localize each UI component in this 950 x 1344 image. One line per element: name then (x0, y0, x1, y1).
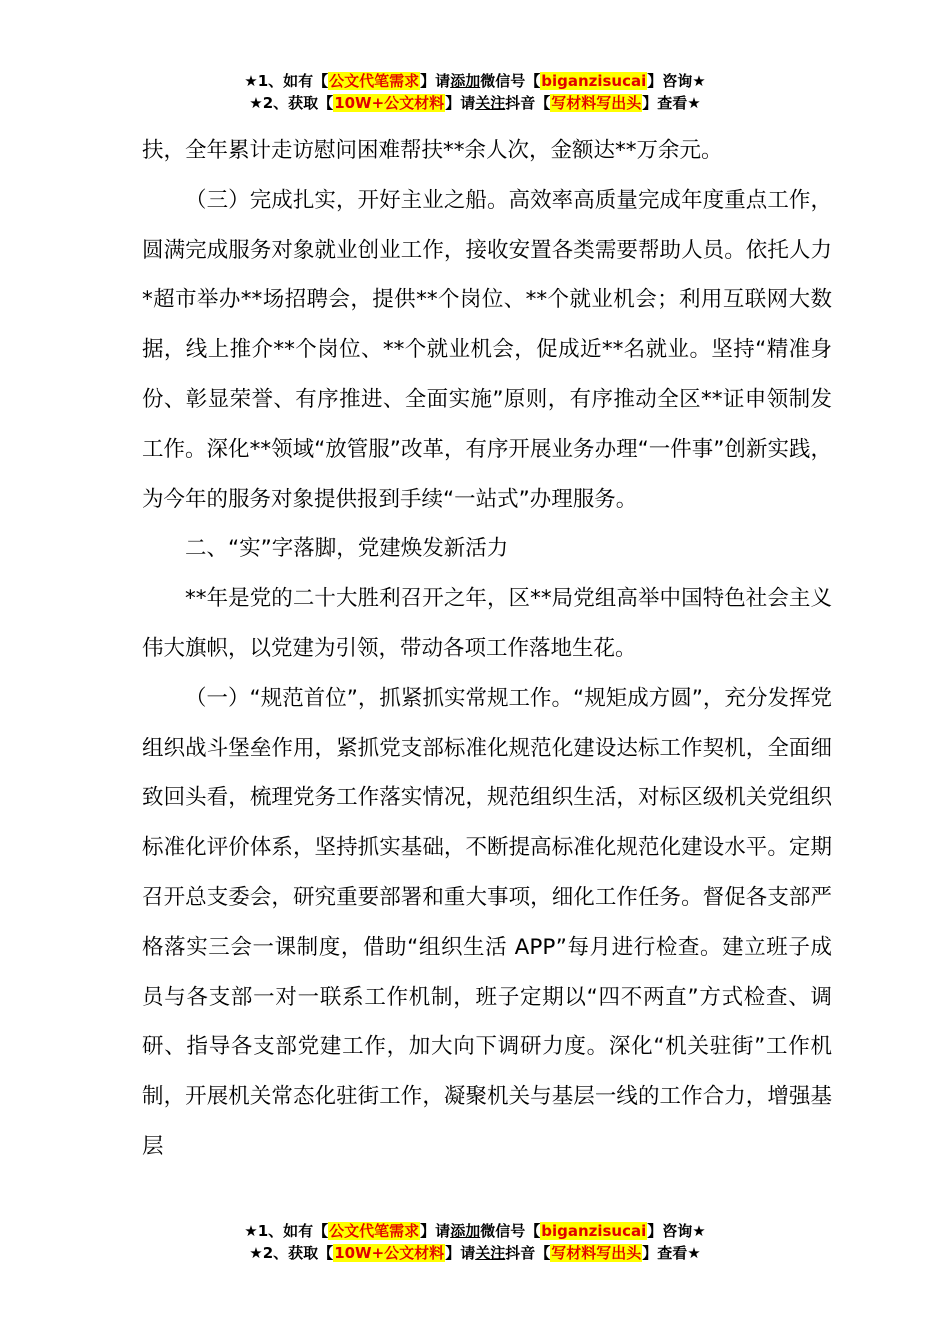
banner-text: ★2、获取【 (249, 1244, 334, 1262)
banner-highlight: 10W+公文材料 (334, 1244, 445, 1262)
banner-highlight: 写材料写出头 (551, 1244, 642, 1262)
banner-text: ★1、如有【 (244, 1222, 329, 1240)
banner-underline: 添加 (450, 1222, 481, 1240)
banner-highlight: biganzisucai (541, 72, 647, 90)
paragraph: （一）“规范首位”，抓紧抓实常规工作。“规矩成方圆”，充分发挥党组织战斗堡垒作用，紧抓党支部标准化规范化建设达标工作契机，全面细致回头看，梳理党务工作落实情况，规范组织生活，对标区级机关党组织标准化评价体系，坚持抓实基础，不断提高标准化规范化建设水平。定期召开总支委会，研究重要部署和重大事项，细化工作任务。督促各支部严格落实三会一课制度，借助“组织生活 APP”每月进行检查。建立班子成员与各支部一对一联系工作机制，班子定期以“四不两直”方式检查、调研、指导各支部党建工作，加大向下调研力度。深化“机关驻街”工作机制，开展机关常态化驻街工作，凝聚机关与基层一线的工作合力，增强基层 (142, 685, 832, 1159)
banner-line-2 (0, 92, 950, 114)
banner-text: 】咨询★ (647, 1222, 706, 1240)
banner-line-1 (0, 70, 950, 92)
banner-text: ★1、如有【 (244, 72, 329, 90)
banner-text: ★2、获取【 (249, 94, 334, 112)
banner-highlight: 10W+公文材料 (334, 94, 445, 112)
paragraph: 扶，全年累计走访慰问困难帮扶**余人次，金额达**万余元。 (142, 138, 723, 163)
banner-highlight: 写材料写出头 (551, 94, 642, 112)
banner-text: 】咨询★ (647, 72, 706, 90)
section-heading: 二、“实”字落脚，党建焕发新活力 (185, 536, 509, 562)
banner-highlight: 公文代笔需求 (329, 1222, 420, 1240)
banner-text: 抖音【 (505, 1244, 551, 1262)
banner-text: 】请 (445, 1244, 476, 1262)
banner-underline: 关注 (475, 1244, 506, 1262)
banner-text: 抖音【 (505, 94, 551, 112)
banner-text: 】查看★ (642, 1244, 701, 1262)
banner-highlight: biganzisucai (541, 1222, 647, 1240)
banner-text: 微信号【 (480, 1222, 541, 1240)
banner-text: 微信号【 (480, 72, 541, 90)
banner-underline: 关注 (475, 94, 506, 112)
banner-text: 】请 (420, 72, 451, 90)
banner-line-1 (0, 1220, 950, 1242)
paragraph: **年是党的二十大胜利召开之年，区**局党组高举中国特色社会主义伟大旗帜，以党建为引领，带动各项工作落地生花。 (142, 586, 832, 661)
paragraph: （三）完成扎实，开好主业之船。高效率高质量完成年度重点工作，圆满完成服务对象就业创业工作，接收安置各类需要帮助人员。依托人力*超市举办**场招聘会，提供**个岗位、**个就业机会；利用互联网大数据，线上推介**个岗位、**个就业机会，促成近**名就业。坚持“精准身份、彰显荣誉、有序推进、全面实施”原则，有序推动全区**证申领制发工作。深化**领域“放管服”改革，有序开展业务办理“一件事”创新实践，为今年的服务对象提供报到手续“一站式”办理服务。 (142, 187, 832, 512)
banner-text: 】请 (445, 94, 476, 112)
banner-text: 】请 (420, 1222, 451, 1240)
banner-underline: 添加 (450, 72, 481, 90)
header-banner (0, 70, 950, 114)
banner-highlight: 公文代笔需求 (329, 72, 420, 90)
banner-text: 】查看★ (642, 94, 701, 112)
footer-banner (0, 1220, 950, 1264)
banner-line-2 (0, 1242, 950, 1264)
document-body (142, 126, 832, 1172)
